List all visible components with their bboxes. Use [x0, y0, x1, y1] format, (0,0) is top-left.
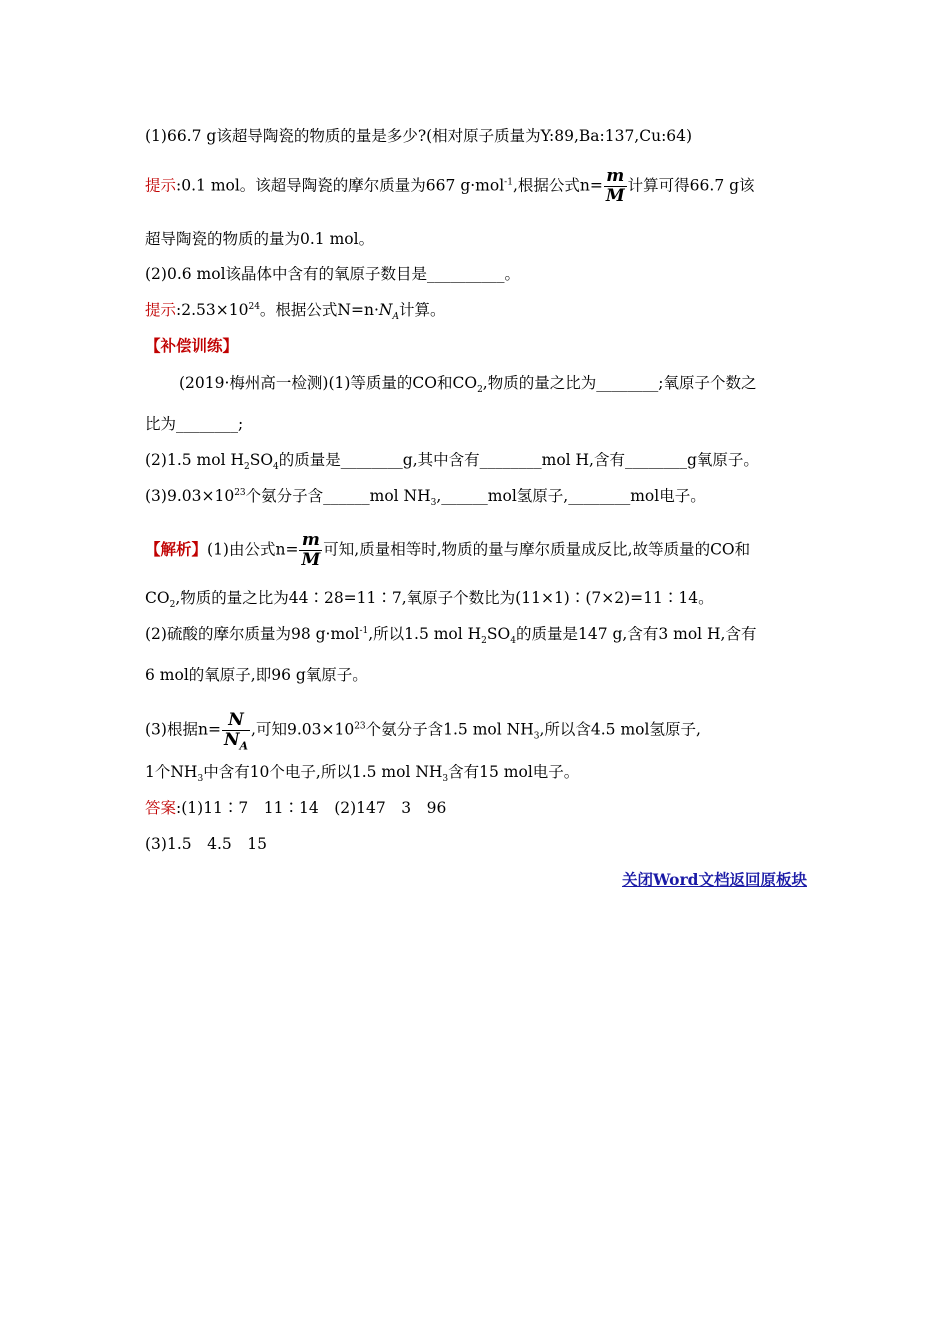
hint-1-continued: 超导陶瓷的物质的量为0.1 mol。 — [145, 230, 375, 248]
supplementary-question-1: (2019·梅州高一检测)(1)等质量的CO和$CO_2$,物质的量之比为________;氧原子个数之 — [179, 374, 757, 396]
analysis-1: 【解析】(1)由公式n= $\frac{m}{M}$ 可知,质量相等时,物质的量与摩尔质量成反比,故等质量的CO和 — [145, 530, 751, 570]
hint-label: 提示 — [145, 176, 177, 195]
analysis-3-continued: 1个$NH_3$中含有10个电子,所以1.5 mol $NH_3$含有15 mol电子。 — [145, 763, 580, 785]
analysis-2-continued: 6 mol的氧原子,即96 g氧原子。 — [145, 666, 368, 684]
answer-2: (3)1.5 4.5 15 — [145, 835, 267, 853]
question-2: (2)0.6 mol该晶体中含有的氧原子数目是__________。 — [145, 265, 521, 283]
analysis-label: 【解析】 — [145, 539, 208, 559]
hint-2: 提示$:2.53\times 10^{24}$。根据公式$N=n\cdot N_A$计算。 — [145, 301, 446, 323]
analysis-1-continued: $CO_2$,物质的量之比为44∶28=11∶7,氧原子个数比为(11×1)∶(7×2)=11∶14。 — [145, 589, 714, 611]
analysis-2: (2)硫酸的摩尔质量为98 g·mol$^{-1}$,所以1.5 mol $H_2SO_4$的质量是147 g,含有3 mol H,含有 — [145, 625, 757, 647]
close-word-document-link[interactable]: 关闭Word文档返回原板块 — [622, 870, 807, 889]
analysis-3: (3)根据n= $\frac{N}{N_A}$ ,可知$9.03\times 10^{23}$个氨分子含1.5 mol $NH_3$,所以含4.5 mol氢原子, — [145, 710, 701, 753]
supplementary-title: 【补偿训练】 — [145, 336, 239, 355]
supplementary-question-1-continued: 比为________; — [145, 415, 244, 433]
supplementary-question-2: (2)1.5 mol $H_2SO_4$的质量是________g,其中含有________mol H,含有________g氧原子。 — [145, 451, 759, 473]
answer-1: 答案:(1)11∶7 11∶14 (2)147 3 96 — [145, 799, 447, 817]
question-1: (1)66.7 g该超导陶瓷的物质的量是多少?(相对原子质量为Y:89,Ba:137,Cu:64) — [145, 127, 693, 145]
fraction-m-over-M: $\frac{m}{M}$ — [605, 166, 625, 206]
hint-label: 提示 — [145, 301, 177, 319]
supplementary-question-3: $(3)9.03\times 10^{23}$个氨分子含______mol $NH_3,\_\_\_\_\_\_mol$氢原子,________mol电子。 — [145, 487, 706, 509]
answer-label: 答案 — [145, 799, 177, 817]
hint-1: 提示:0.1 mol。该超导陶瓷的摩尔质量为667 g·mol$^{-1}$,根据公式n= $\frac{m}{M}$ 计算可得66.7 g该 — [145, 166, 755, 206]
fraction-N-over-NA: $\frac{N}{N_A}$ — [223, 710, 249, 753]
fraction-m-over-M: $\frac{m}{M}$ — [301, 530, 321, 570]
